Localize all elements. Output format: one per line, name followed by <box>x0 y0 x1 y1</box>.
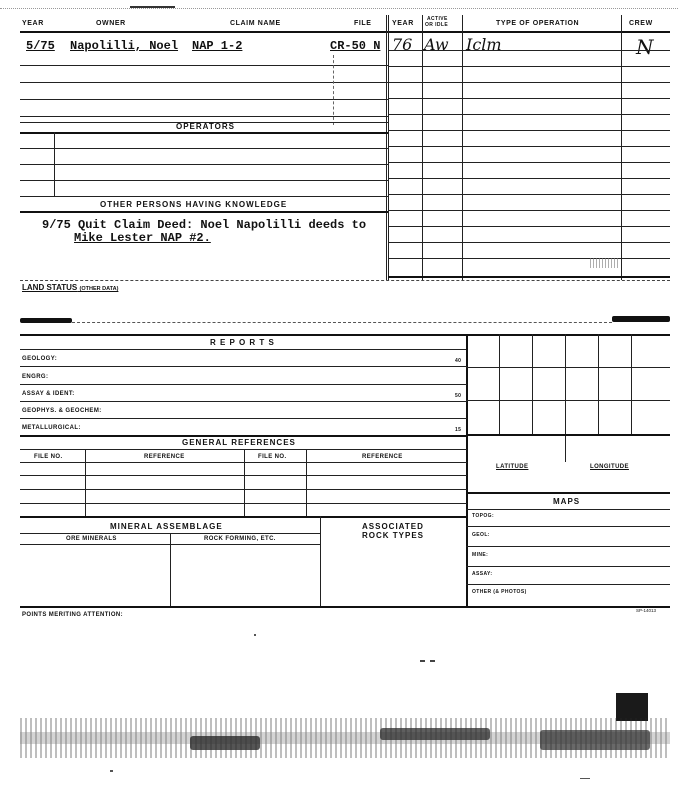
gr-vline <box>306 449 307 516</box>
grid-bottom <box>466 434 670 436</box>
maps-header-rule <box>466 509 670 510</box>
report-row-line <box>20 384 467 385</box>
header-active: ACTIVE <box>427 16 448 22</box>
land-status-sub: (OTHER DATA) <box>79 286 119 292</box>
report-row-line <box>20 366 467 367</box>
others-title: OTHER PERSONS HAVING KNOWLEDGE <box>100 200 288 209</box>
right-section-end <box>388 276 670 278</box>
right-row-line <box>388 162 670 163</box>
land-status-label <box>22 283 118 292</box>
header-year2: YEAR <box>392 20 414 27</box>
report-metallurgical: METALLURGICAL: <box>22 425 81 431</box>
right-row-line <box>388 242 670 243</box>
grid-vline <box>565 334 566 462</box>
entry-owner: Napolilli, Noel <box>70 39 179 53</box>
report-row-line <box>20 401 467 402</box>
grid-vline <box>532 334 533 434</box>
right-row-line <box>388 210 670 211</box>
operators-header-rule <box>20 132 388 134</box>
smudge-right <box>612 316 670 322</box>
reports-top-rule <box>20 334 670 336</box>
others-header-rule <box>20 211 388 213</box>
operators-row-line <box>20 180 388 181</box>
points-meriting-attention: POINTS MERITING ATTENTION: <box>22 612 124 618</box>
header-year: YEAR <box>22 20 44 27</box>
header-or-idle: OR IDLE <box>425 22 449 28</box>
gr-vline <box>244 449 245 516</box>
scan-dot <box>430 660 435 662</box>
scan-dot <box>580 778 590 779</box>
ma-col-rock-forming: ROCK FORMING, ETC. <box>204 536 276 542</box>
report-row-line <box>20 418 467 419</box>
land-status-title: LAND STATUS <box>22 283 78 292</box>
grid-vline <box>598 334 599 434</box>
entry-date: 5/75 <box>26 39 55 53</box>
report-metallurgical-num: 15 <box>455 427 462 433</box>
smudge-left <box>20 318 72 323</box>
maps-geol: GEOL: <box>472 532 490 538</box>
operators-row-line <box>20 164 388 165</box>
gr-col-file-no-2: FILE NO. <box>258 454 287 460</box>
associated-line1: ASSOCIATED <box>362 522 424 531</box>
maps-assay: ASSAY: <box>472 571 493 577</box>
right-row-line <box>388 146 670 147</box>
scan-smear-dark <box>380 728 490 740</box>
header-owner: OWNER <box>96 20 126 27</box>
gr-col-reference-2: REFERENCE <box>362 454 403 460</box>
header-crew: CREW <box>629 20 653 27</box>
vline-crew <box>621 15 622 280</box>
vline-active <box>422 15 423 280</box>
right-row-line <box>388 114 670 115</box>
operators-row-line <box>20 148 388 149</box>
operators-title: OPERATORS <box>176 122 235 131</box>
entry-file: CR-50 N <box>330 39 381 53</box>
header-type-of-operation: TYPE OF OPERATION <box>496 20 580 27</box>
lat-lon-bottom <box>466 492 670 494</box>
scan-smear-dark <box>190 736 260 750</box>
right-row-line <box>388 226 670 227</box>
vline-year <box>388 15 389 280</box>
others-note-line1: 9/75 Quit Claim Deed: Noel Napolilli deeds to <box>42 218 367 232</box>
reports-bottom-rule <box>20 435 467 437</box>
longitude-label: LONGITUDE <box>590 464 629 470</box>
general-references-title: GENERAL REFERENCES <box>182 438 296 447</box>
gr-row-line <box>20 475 467 476</box>
maps-row-line <box>466 526 670 527</box>
maps-topog: TOPOG: <box>472 513 495 519</box>
entry-crew: N <box>636 35 654 59</box>
latitude-label: LATITUDE <box>496 464 529 470</box>
ma-vline <box>170 533 171 606</box>
reports-title: R E P O R T S <box>210 338 275 347</box>
report-geophys: GEOPHYS. & GEOCHEM: <box>22 408 102 414</box>
report-assay: ASSAY & IDENT: <box>22 391 75 397</box>
operators-row-line <box>20 196 388 197</box>
file-column-dash <box>333 55 334 125</box>
form-bottom-rule <box>20 606 670 608</box>
maps-row-line <box>466 566 670 567</box>
scan-noise <box>590 258 620 268</box>
ma-col-ore-minerals: ORE MINERALS <box>66 536 117 542</box>
maps-title: MAPS <box>553 497 581 506</box>
vline-type <box>462 15 463 280</box>
report-geology-num: 40 <box>455 358 462 364</box>
maps-mine: MINE: <box>472 552 489 558</box>
gr-vline <box>85 449 86 516</box>
right-row-line <box>388 98 670 99</box>
ma-assoc-divider <box>320 516 321 606</box>
gr-row-line <box>20 503 467 504</box>
gr-col-reference-1: REFERENCE <box>144 454 185 460</box>
scan-blot <box>616 693 648 721</box>
right-row-line <box>388 50 670 51</box>
right-row-line <box>388 66 670 67</box>
form-number: SP-14013 <box>636 608 657 613</box>
scan-mark <box>130 6 175 8</box>
gr-row-line <box>20 489 467 490</box>
scan-dot <box>420 660 425 662</box>
report-assay-num: 50 <box>455 393 462 399</box>
grid-vline <box>499 334 500 434</box>
gr-bottom-rule <box>20 516 467 518</box>
scan-dot <box>254 634 256 636</box>
entry-active-idle: Aw <box>424 35 449 54</box>
grid-vline <box>631 334 632 434</box>
reports-header-rule <box>20 349 467 350</box>
top-scan-edge <box>0 8 678 9</box>
header-claim-name: CLAIM NAME <box>230 20 281 27</box>
maps-row-line <box>466 584 670 585</box>
grid-hline <box>466 367 670 368</box>
grid-hline <box>466 400 670 401</box>
right-row-line <box>388 194 670 195</box>
maps-other: OTHER (& PHOTOS) <box>472 589 527 595</box>
right-row-line <box>388 178 670 179</box>
associated-line2: ROCK TYPES <box>362 531 425 540</box>
land-status-top <box>20 280 670 281</box>
report-engrg: ENGRG: <box>22 374 49 380</box>
right-row-line <box>388 82 670 83</box>
right-row-line <box>388 258 670 259</box>
mineral-assemblage-title: MINERAL ASSEMBLAGE <box>110 522 223 531</box>
gr-col-file-no-1: FILE NO. <box>34 454 63 460</box>
header-rule <box>20 31 670 33</box>
report-geology: GEOLOGY: <box>22 356 58 362</box>
entry-type-of-operation: Iclm <box>466 35 502 54</box>
others-note-line2: Mike Lester NAP #2. <box>74 231 211 245</box>
entry-year: 76 <box>392 35 413 54</box>
maps-row-line <box>466 546 670 547</box>
header-file: FILE <box>354 20 372 27</box>
land-status-divider <box>72 322 612 323</box>
scan-dot <box>110 770 113 772</box>
scan-smear-dark <box>540 730 650 750</box>
right-row-line <box>388 130 670 131</box>
entry-claim-name: NAP 1-2 <box>192 39 243 53</box>
